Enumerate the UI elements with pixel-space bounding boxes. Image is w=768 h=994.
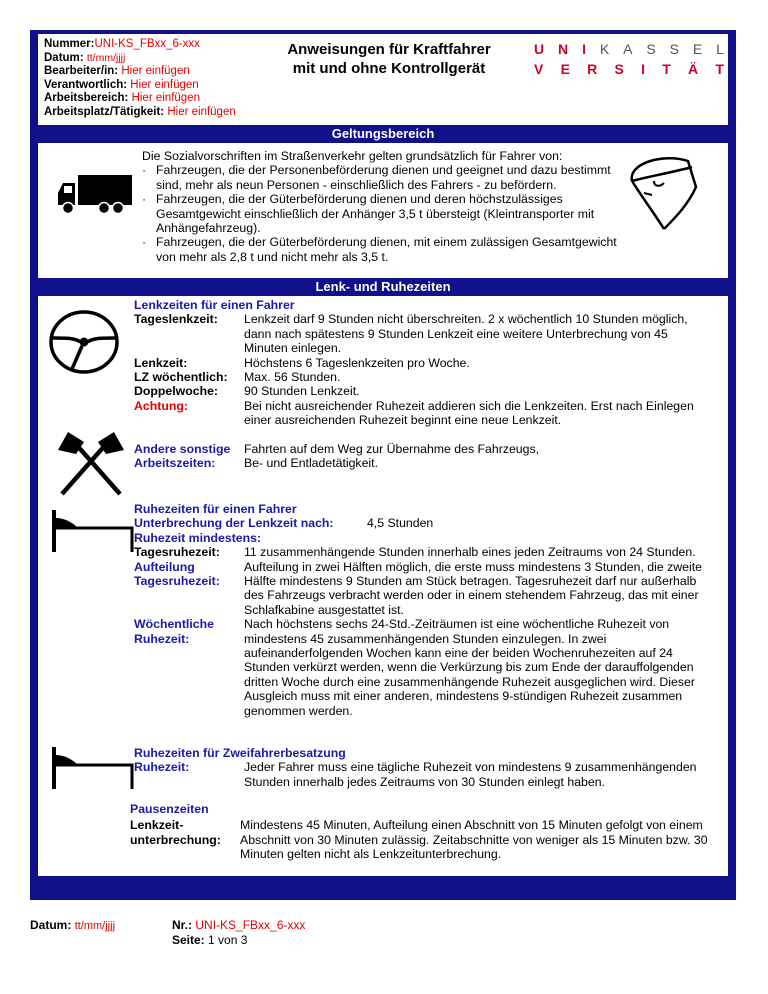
footer-seite-value: 1 von 3 — [208, 933, 248, 947]
row-label: Doppelwoche: — [134, 384, 219, 399]
datum-value: tt/mm/jjjj — [86, 51, 126, 64]
geltung-text — [142, 149, 632, 264]
footer-datum: Datum: tt/mm/jjjj — [30, 918, 116, 932]
truck-icon — [56, 173, 134, 215]
verantwortlich-value: Hier einfügen — [130, 78, 199, 91]
meta-bearbeiter: Bearbeiter/in: Hier einfügen — [44, 65, 190, 77]
row-label: Lenkzeit: — [134, 355, 188, 370]
row-label: Ruhezeit: — [134, 760, 190, 775]
geltung-list — [142, 163, 632, 264]
pausenzeiten-rows — [130, 818, 714, 861]
logo-letter: S — [614, 61, 624, 77]
row-label: Aufteilung Tagesruhezeit: — [134, 559, 220, 589]
footer-nr: Nr.: UNI-KS_FBxx_6-xxx — [172, 918, 306, 932]
andere-label: Andere sonstige Arbeitszeiten: — [134, 441, 231, 471]
meta-arbeitsbereich: Arbeitsbereich: Hier einfügen — [44, 92, 200, 104]
logo-letter: E — [692, 41, 703, 57]
pausenzeiten-block — [130, 802, 714, 862]
geltung-intro: Die Sozialvorschriften im Straßenverkehr gelten grundsätzlich für Fahrer von: — [142, 149, 563, 163]
ruhezeiten-heading: Ruhezeiten für einen Fahrer — [134, 502, 297, 516]
document-header — [38, 34, 728, 125]
row-label: Tageslenkzeit: — [134, 312, 218, 327]
row-label: Tagesruhezeit: — [134, 545, 220, 560]
row-label: Lenkzeit-unterbrechung: — [130, 818, 221, 847]
logo-letter: S — [669, 41, 679, 57]
unterbrechung-value: 4,5 Stunden — [366, 516, 434, 531]
bed-icon — [50, 743, 136, 791]
zweifahrer-block — [134, 746, 714, 789]
section-bar-geltungsbereich: Geltungsbereich — [38, 125, 728, 143]
row-text: Bei nicht ausreichender Ruhezeit addieren sich die Lenkzeiten. Erst nach Einlegen einer ausreichenden Ruhezeit beginnt eine neue Lenkzeit. — [244, 398, 694, 428]
meta-datum: Datum: tt/mm/jjjj — [44, 51, 126, 64]
title-line-1: Anweisungen für Kraftfahrer — [287, 41, 491, 58]
crossed-hammers-icon — [54, 428, 128, 498]
logo-letter: I — [582, 41, 586, 57]
row-text: Lenkzeit darf 9 Stunden nicht überschreiten. 2 x wöchentlich 10 Stunden möglich, dann nach spätestens 9 Stunden Lenkzeit eine weitere Unterbrechung von 45 Minuten einlegen. — [244, 312, 688, 356]
logo-letter: A — [623, 41, 633, 57]
row-text: Max. 56 Stunden. — [244, 370, 341, 385]
ruhezeiten-block — [134, 502, 714, 718]
driver-head-icon — [624, 153, 708, 233]
lenkzeiten-rows — [134, 312, 714, 427]
logo-letter: E — [560, 61, 570, 77]
zweifahrer-rows — [134, 760, 714, 789]
logo-letter: Ä — [688, 61, 699, 77]
row-text: Nach höchstens sechs 24-Std.-Zeiträumen ist eine wöchentliche Ruhezeit von mindestens 45 zusammenhängenden Stunden einzulegen. In zwei aufeinanderfolgenden Wochen kann eine der beiden Wochenruhezeiten auf 24 Stunden verkürzt werden, wenn die Verkürzung bis zum Ende der darauffolgenden dritten Woche durch eine zusammenhängende Ruhezeit ausgeglichen wird. Dieser Ausgleich muss mit einer anderen, mindestens 9-stündigen Ruhezeit zusammen genommen werden. — [244, 617, 695, 718]
footer-nr-value: UNI-KS_FBxx_6-xxx — [195, 918, 306, 932]
andere-text-1: Fahrten auf dem Weg zur Übernahme des Fahrzeugs, — [244, 441, 540, 456]
footer-seite: Seite: 1 von 3 — [172, 933, 248, 947]
footer-datum-value: tt/mm/jjjj — [74, 920, 116, 932]
arbeitsbereich-value: Hier einfügen — [131, 92, 200, 104]
list-item: · Fahrzeugen, die der Güterbeförderung dienen, mit einem zulässigen Gesamtgewicht von mehr als 2,8 t und nicht mehr als 3,5 t. — [142, 235, 632, 264]
achtung-label: Achtung: — [134, 398, 188, 413]
row-text: 90 Stunden Lenkzeit. — [244, 384, 360, 399]
row-text: 11 zusammenhängende Stunden innerhalb eines jeden Zeitraums von 24 Stunden. — [244, 545, 696, 560]
logo-row-2 — [534, 59, 724, 79]
logo-letter: S — [646, 41, 656, 57]
row-text: Aufteilung in zwei Hälften möglich, die erste muss mindestens 3 Stunden, die zweite Hälfte mindestens 9 Stunden am Stück betragen. Tagesruhezeit darf nur außerhalb des Fahrzeugs verbracht werden oder in einem stehendem Fahrzeug, das mit einer Schlafkabine ausgestattet ist. — [244, 559, 702, 617]
logo-letter: N — [558, 41, 569, 57]
andere-arbeitszeiten — [134, 442, 714, 471]
bed-icon — [50, 506, 136, 554]
row-text: Mindestens 45 Minuten, Aufteilung einen Abschnitt von 15 Minuten gefolgt von einem Abschnitt von 30 Minuten zulässig. Zeitabschnitte von weniger als 15 Minuten bzw. 30 Minuten gelten nicht als Lenkzeitunterbrechung. — [240, 818, 708, 862]
zweifahrer-heading: Ruhezeiten für Zweifahrerbesatzung — [134, 746, 346, 760]
title-line-2: mit und ohne Kontrollgerät — [292, 60, 486, 77]
meta-arbeitsplatz: Arbeitsplatz/Tätigkeit: Hier einfügen — [44, 105, 236, 118]
logo-letter: T — [715, 61, 724, 77]
andere-text-2: Be- und Entladetätigkeit. — [244, 456, 378, 471]
university-logo — [534, 39, 724, 79]
logo-letter: T — [662, 61, 671, 77]
row-label: LZ wöchentlich: — [134, 370, 228, 385]
unterbrechung-label: Unterbrechung der Lenkzeit nach: — [134, 516, 334, 531]
panel-geltungsbereich — [38, 143, 728, 278]
unterbrechung-line — [134, 516, 714, 530]
lenkzeiten-block — [134, 298, 714, 470]
meta-verantwortlich: Verantwortlich: Hier einfügen — [44, 78, 199, 91]
lenkzeiten-heading: Lenkzeiten für einen Fahrer — [134, 298, 295, 312]
row-text: Jeder Fahrer muss eine tägliche Ruhezeit von mindestens 9 zusammenhängenden Stunden innerhalb jedes Zeitraums von 30 Stunden einlegt haben. — [244, 760, 697, 789]
nummer-value: UNI-KS_FBxx_6-xxx — [94, 38, 200, 50]
logo-letter: U — [534, 41, 545, 57]
document-title — [264, 40, 514, 78]
logo-letter: I — [641, 61, 645, 77]
list-item: · Fahrzeugen, die der Personenbeförderung dienen und geeignet und dazu bestimmt sind, mehr als neun Personen - einschließlich des Fahrers - zu befördern. — [142, 163, 632, 192]
logo-letter: K — [599, 41, 610, 57]
ruhezeit-mindestens-label: Ruhezeit mindestens: — [134, 530, 262, 545]
ruhezeiten-rows — [134, 545, 714, 718]
steering-wheel-icon — [46, 308, 122, 376]
meta-nummer: Nummer:UNI-KS_FBxx_6-xxx — [44, 38, 200, 50]
logo-row-1 — [534, 39, 724, 59]
bearbeiter-value: Hier einfügen — [121, 65, 190, 77]
panel-lenk-ruhezeiten — [38, 296, 728, 876]
arbeitsplatz-value: Hier einfügen — [167, 105, 236, 118]
pausenzeiten-heading: Pausenzeiten — [130, 802, 209, 816]
row-label: Wöchentliche Ruhezeit: — [134, 617, 214, 646]
logo-letter: V — [534, 61, 544, 77]
andere-text — [244, 442, 714, 471]
logo-letter: R — [587, 61, 598, 77]
row-text: Höchstens 6 Tageslenkzeiten pro Woche. — [244, 355, 470, 370]
document-frame — [30, 30, 736, 900]
logo-letter: L — [716, 41, 724, 57]
list-item: · Fahrzeugen, die der Güterbeförderung dienen und deren höchstzulässiges Gesamtgewicht einschließlich der Anhänger 3,5 t übersteigt (Kleintransporter mit Anhängefahrzeug). — [142, 192, 632, 235]
section-bar-lenk-ruhezeiten: Lenk- und Ruhezeiten — [38, 278, 728, 296]
